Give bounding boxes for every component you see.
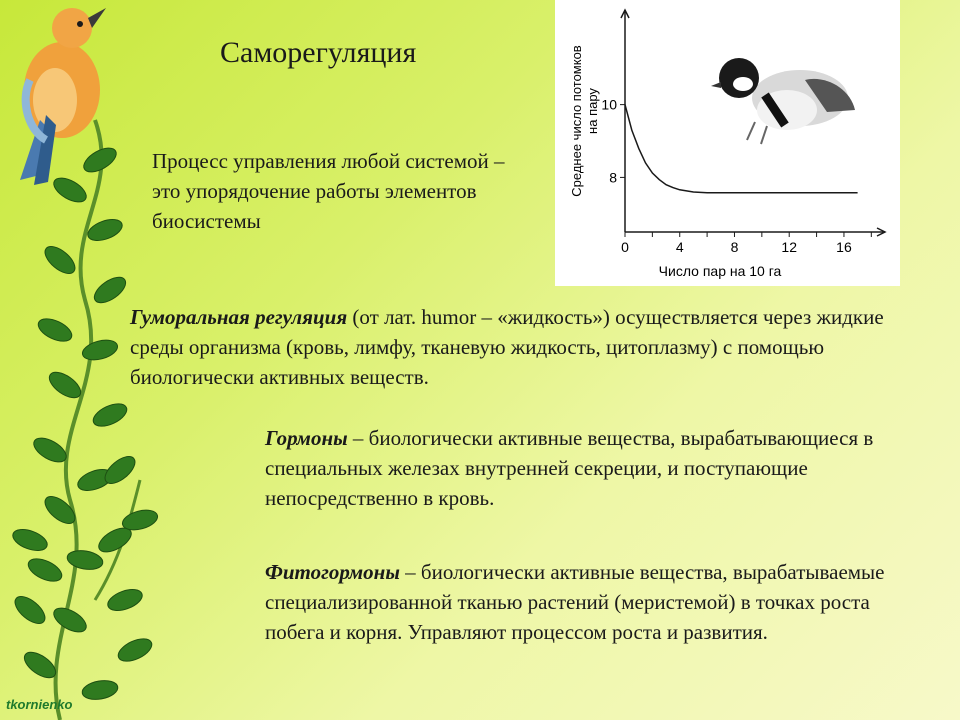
chart-axes	[601, 10, 885, 255]
author-credit: tkornienko	[6, 697, 73, 712]
chart-y-tick-label: 8	[609, 169, 617, 186]
hormones-paragraph	[265, 423, 915, 513]
leaf	[40, 242, 79, 279]
chart-x-tick-label: 8	[730, 239, 739, 255]
leaf	[80, 337, 119, 364]
chart-x-tick-label: 4	[675, 239, 684, 255]
leaf	[25, 554, 65, 586]
leaf	[115, 634, 155, 666]
page-title: Саморегуляция	[220, 36, 417, 69]
chart-svg	[555, 0, 900, 286]
humoral-regulation-paragraph	[130, 302, 930, 392]
leaf	[50, 603, 90, 637]
leaf	[90, 399, 130, 431]
chart-y-axis-label: Среднее число потомковна пару	[569, 45, 600, 197]
hormones-term: Гормоны	[265, 426, 348, 450]
population-chart	[555, 0, 900, 286]
leaf	[10, 592, 49, 629]
chart-y-tick-label: 10	[601, 96, 617, 113]
intro-definition: Процесс управления любой системой – это упорядочение работы элементов биосистемы	[152, 149, 505, 233]
phytohormones-term: Фитогормоны	[265, 560, 400, 584]
leaf	[105, 585, 145, 614]
leaf	[30, 433, 70, 467]
leaf	[50, 173, 90, 207]
leaf	[90, 272, 130, 307]
phytohormones-paragraph	[265, 557, 915, 647]
chart-x-tick-label: 16	[836, 239, 852, 255]
tit-bird-icon	[711, 58, 855, 144]
leaf	[45, 367, 85, 402]
humoral-term: Гуморальная регуляция	[130, 305, 348, 329]
leaf	[66, 548, 105, 572]
humoral-text: (от лат. humor – «жидкость») осуществляется через жидкие среды организма (кровь, лимфу, тканевую жидкость, цитоплазму) с помощью биологически активных веществ.	[130, 305, 884, 389]
leaf	[10, 525, 50, 554]
chart-x-tick-label: 0	[621, 239, 629, 255]
leaf	[81, 678, 120, 702]
chart-x-axis-label: Число пар на 10 га	[658, 263, 782, 279]
vine-leaves	[10, 143, 160, 702]
hormones-text: – биологически активные вещества, вырабатывающиеся в специальных железах внутренней секреции, и поступающие непосредственно в кровь.	[265, 426, 874, 510]
phytohormones-text: – биологически активные вещества, вырабатываемые специализированной тканью растений (меристемой) в точках роста побега и корня. Управляют процессом роста и развития.	[265, 560, 885, 644]
leaf	[35, 314, 75, 346]
chart-x-tick-label: 12	[781, 239, 797, 255]
